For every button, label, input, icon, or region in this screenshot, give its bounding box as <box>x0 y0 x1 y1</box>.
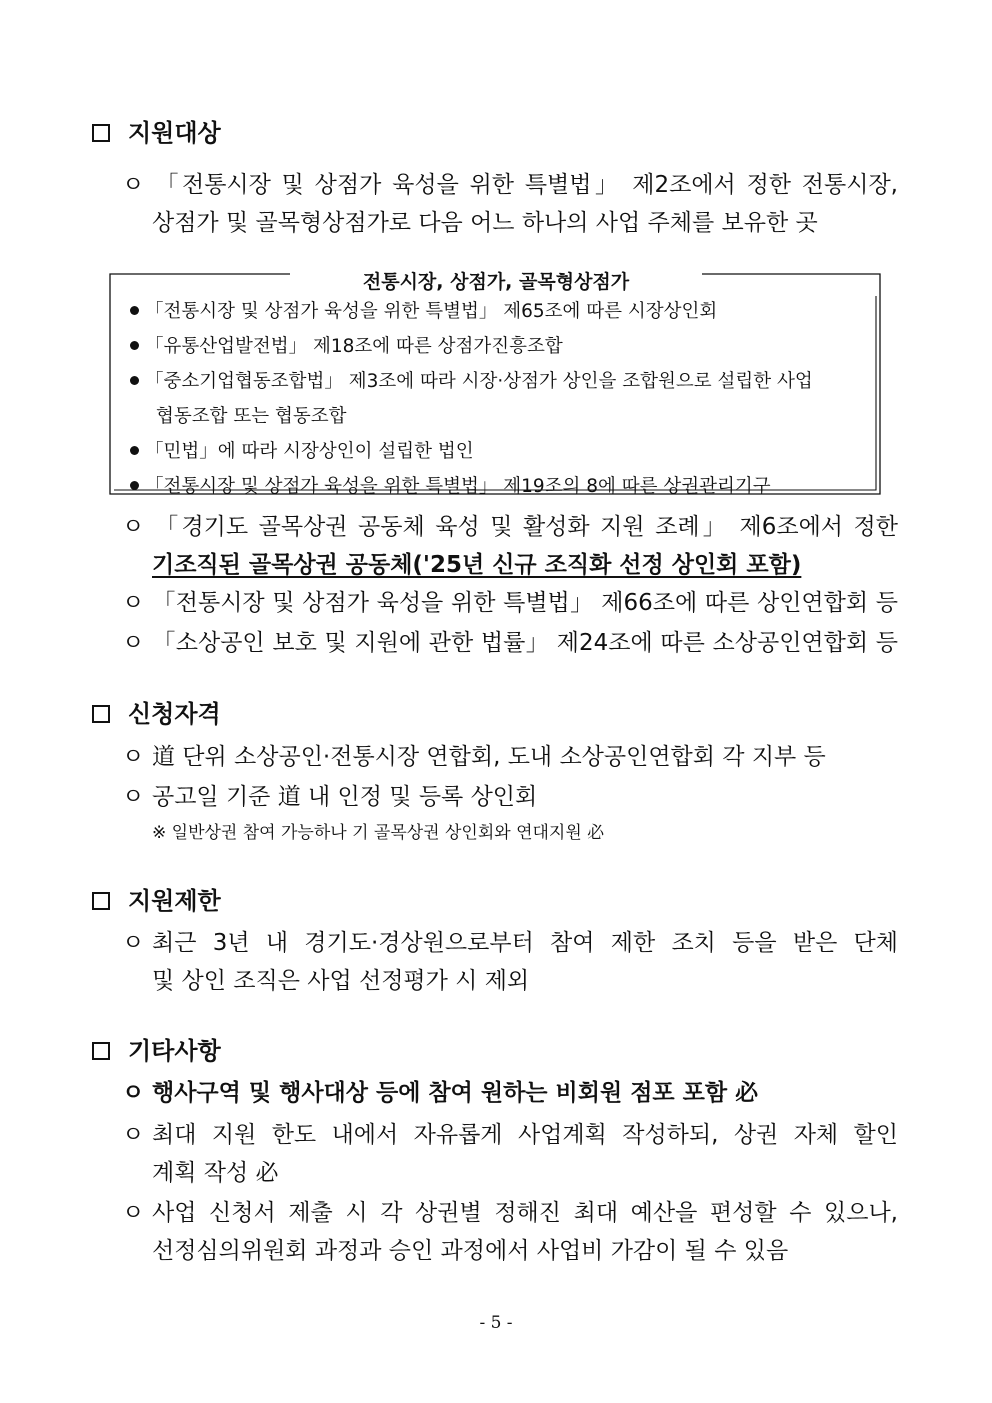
box-list-item: 「전통시장 및 상점가 육성을 위한 특별법」 제19조의 8에 따른 상권관리기구 <box>130 469 870 504</box>
section-heading-eligibility <box>92 697 221 731</box>
circle-bullet: ㅇ <box>122 172 145 198</box>
box-list-item-continued: 협동조합 또는 협동조합 <box>156 406 347 427</box>
circle-bullet: ㅇ <box>122 1200 145 1226</box>
bullet-dot-icon <box>130 446 139 455</box>
definition-box <box>108 270 882 496</box>
circle-bullet: ㅇ <box>122 630 145 656</box>
checkbox-square-icon <box>92 705 110 723</box>
circle-bullet: ㅇ <box>122 514 145 540</box>
section-title: 신청자격 <box>128 700 221 728</box>
list-item <box>122 624 898 662</box>
list-item <box>122 166 898 242</box>
page-number: - 5 - <box>479 1313 513 1333</box>
section-title: 지원제한 <box>128 887 221 915</box>
list-item-text: 최대 지원 한도 내에서 자유롭게 사업계획 작성하되, 상권 자체 할인 <box>152 1122 898 1148</box>
checkbox-square-icon <box>92 124 110 142</box>
list-item-text: 사업 신청서 제출 시 각 상권별 정해진 최대 예산을 편성할 수 있으나, <box>152 1200 898 1226</box>
bullet-dot-icon <box>130 376 139 385</box>
list-item-text: 「전통시장 및 상점가 육성을 위한 특별법」 제66조에 따른 상인연합회 등 <box>152 590 898 616</box>
list-item-text: 최근 3년 내 경기도·경상원으로부터 참여 제한 조치 등을 받은 단체 <box>152 930 898 956</box>
list-item-text: 선정심의위원회 과정과 승인 과정에서 사업비 가감이 될 수 있음 <box>152 1238 789 1264</box>
circle-bullet: ㅇ <box>122 744 145 770</box>
list-item <box>122 924 898 1000</box>
list-item <box>122 738 898 776</box>
list-item-text: 「전통시장 및 상점가 육성을 위한 특별법」 제2조에서 정한 전통시장, <box>152 172 898 198</box>
list-item-text: 「경기도 골목상권 공동체 육성 및 활성화 지원 조례」 제6조에서 정한 <box>152 514 898 540</box>
section-heading-target <box>92 116 221 150</box>
list-item-text: 상점가 및 골목형상점가로 다음 어느 하나의 사업 주체를 보유한 곳 <box>152 210 818 236</box>
box-list-item: 「중소기업협동조합법」 제3조에 따라 시장·상점가 상인을 조합원으로 설립한 사업 <box>130 364 870 399</box>
list-item <box>122 778 898 816</box>
circle-bullet: ㅇ <box>122 1122 145 1148</box>
list-item-text: 道 단위 소상공인·전통시장 연합회, 도내 소상공인연합회 각 지부 등 <box>152 744 826 770</box>
box-title: 전통시장, 상점가, 골목형상점가 <box>362 271 630 293</box>
section-heading-other <box>92 1034 221 1068</box>
list-item-text: 및 상인 조직은 사업 선정평가 시 제외 <box>152 968 530 994</box>
list-item-text: 공고일 기준 道 내 인정 및 등록 상인회 <box>152 784 538 810</box>
note: ※ 일반상권 참여 가능하나 기 골목상권 상인회와 연대지원 必 <box>152 823 605 843</box>
box-list-item: 「전통시장 및 상점가 육성을 위한 특별법」 제65조에 따른 시장상인회 <box>130 294 870 329</box>
list-item-text: 행사구역 및 행사대상 등에 참여 원하는 비회원 점포 포함 必 <box>152 1080 759 1106</box>
section-title: 기타사항 <box>128 1037 221 1065</box>
section-heading-restriction <box>92 884 221 918</box>
list-item <box>122 1116 898 1192</box>
circle-bullet: ㅇ <box>122 1080 145 1106</box>
checkbox-square-icon <box>92 892 110 910</box>
list-item <box>122 508 898 584</box>
list-item-text: 「소상공인 보호 및 지원에 관한 법률」 제24조에 따른 소상공인연합회 등 <box>152 630 898 656</box>
list-item <box>122 1194 898 1270</box>
underlined-text: 기조직된 골목상권 공동체('25년 신규 조직화 선정 상인회 포함) <box>152 552 802 578</box>
bullet-dot-icon <box>130 481 139 490</box>
box-list-item: 「민법」에 따라 시장상인이 설립한 법인 <box>130 434 870 469</box>
box-list <box>130 294 870 504</box>
bullet-dot-icon <box>130 341 139 350</box>
bullet-dot-icon <box>130 306 139 315</box>
section-title: 지원대상 <box>128 119 221 147</box>
circle-bullet: ㅇ <box>122 590 145 616</box>
box-list-item: 「유통산업발전법」 제18조에 따른 상점가진흥조합 <box>130 329 870 364</box>
circle-bullet: ㅇ <box>122 930 145 956</box>
list-item-text: 계획 작성 必 <box>152 1160 279 1186</box>
list-item <box>122 1074 898 1112</box>
checkbox-square-icon <box>92 1042 110 1060</box>
circle-bullet: ㅇ <box>122 784 145 810</box>
list-item <box>122 584 898 622</box>
